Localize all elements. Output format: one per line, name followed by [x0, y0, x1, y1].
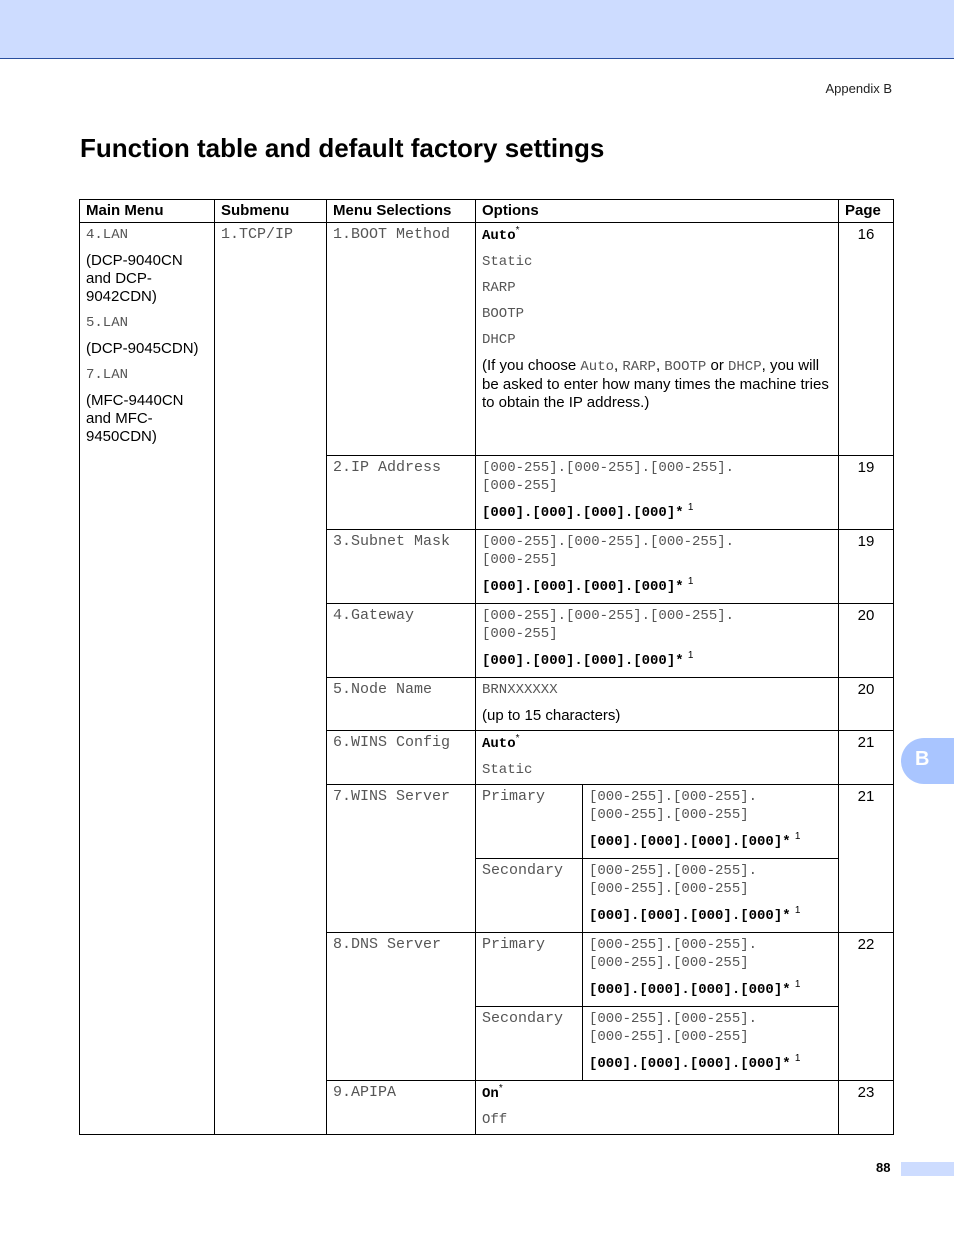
boot-method-note: (If you choose Auto, RARP, BOOTP or DHCP, you will be asked to enter how many times the machine tries to obtain the IP address.) — [482, 357, 829, 411]
default-value: [000].[000].[000].[000]* — [482, 653, 684, 669]
range: [000-255].[000-255].[000-255]. — [482, 460, 735, 476]
node-name-note: (up to 15 characters) — [482, 707, 621, 724]
page-ref: 22 — [839, 933, 894, 1081]
main-menu-model: (MFC-9440CN and MFC-9450CDN) — [86, 392, 184, 445]
dns-primary-label: Primary — [476, 933, 583, 1007]
footnote: 1 — [794, 905, 801, 916]
option: DHCP — [482, 332, 516, 348]
range: [000-255].[000-255].[000-255]. — [482, 534, 735, 550]
default-option: On — [482, 1086, 499, 1102]
page-number: 88 — [876, 1160, 891, 1175]
wins-secondary-label: Secondary — [476, 859, 583, 933]
footnote: 1 — [794, 1053, 801, 1064]
main-menu-model: (DCP-9040CN and DCP-9042CDN) — [86, 252, 183, 305]
options-wins-primary — [583, 785, 839, 859]
selection-subnet-mask: 3.Subnet Mask — [327, 530, 476, 604]
footnote: 1 — [687, 576, 694, 587]
range: [000-255].[000-255] — [589, 1029, 749, 1045]
main-menu-code: 5.LAN — [86, 315, 129, 331]
option: Off — [482, 1112, 508, 1128]
page-title: Function table and default factory settings — [80, 133, 605, 163]
header-submenu: Submenu — [215, 200, 327, 223]
page-ref: 21 — [839, 731, 894, 785]
range: [000-255].[000-255]. — [589, 863, 758, 879]
options-gateway — [476, 604, 839, 678]
options-apipa — [476, 1081, 839, 1135]
side-tab-letter: B — [915, 748, 930, 770]
footnote: 1 — [687, 502, 694, 513]
default-value: [000].[000].[000].[000]* — [589, 982, 791, 998]
main-menu-code: 4.LAN — [86, 227, 129, 243]
appendix-side-tab — [901, 738, 954, 784]
option: RARP — [482, 280, 516, 296]
function-table — [79, 199, 894, 1135]
footnote: 1 — [687, 650, 694, 661]
page-ref: 19 — [839, 530, 894, 604]
default-value: [000].[000].[000].[000]* — [482, 579, 684, 595]
range: [000-255] — [482, 626, 558, 642]
page-ref: 19 — [839, 456, 894, 530]
selection-boot-method: 1.BOOT Method — [327, 223, 476, 456]
main-menu-cell — [80, 223, 215, 1135]
options-ip-address — [476, 456, 839, 530]
selection-wins-config: 6.WINS Config — [327, 731, 476, 785]
options-dns-primary — [583, 933, 839, 1007]
default-star: * — [515, 225, 520, 236]
footnote: 1 — [794, 831, 801, 842]
header-options: Options — [476, 200, 839, 223]
page-ref: 16 — [839, 223, 894, 456]
selection-node-name: 5.Node Name — [327, 678, 476, 731]
options-boot-method — [476, 223, 839, 456]
options-node-name — [476, 678, 839, 731]
selection-dns-server: 8.DNS Server — [327, 933, 476, 1081]
default-value: [000].[000].[000].[000]* — [589, 1056, 791, 1072]
range: [000-255].[000-255].[000-255]. — [482, 608, 735, 624]
footnote: 1 — [794, 979, 801, 990]
options-dns-secondary — [583, 1007, 839, 1081]
node-name-value: BRNXXXXXX — [482, 682, 558, 698]
default-star: * — [498, 1083, 503, 1094]
option: BOOTP — [482, 306, 525, 322]
option: Static — [482, 254, 533, 270]
selection-wins-server: 7.WINS Server — [327, 785, 476, 933]
default-option: Auto — [482, 736, 516, 752]
range: [000-255].[000-255]. — [589, 937, 758, 953]
option: Static — [482, 762, 533, 778]
page-ref: 20 — [839, 604, 894, 678]
selection-gateway: 4.Gateway — [327, 604, 476, 678]
selection-apipa: 9.APIPA — [327, 1081, 476, 1135]
default-star: * — [515, 733, 520, 744]
selection-ip-address: 2.IP Address — [327, 456, 476, 530]
range: [000-255].[000-255]. — [589, 1011, 758, 1027]
default-value: [000].[000].[000].[000]* — [589, 834, 791, 850]
page-ref: 20 — [839, 678, 894, 731]
options-wins-secondary — [583, 859, 839, 933]
wins-primary-label: Primary — [476, 785, 583, 859]
top-band — [0, 0, 954, 59]
submenu-cell: 1.TCP/IP — [215, 223, 327, 1135]
default-option: Auto — [482, 228, 516, 244]
header-page: Page — [839, 200, 894, 223]
range: [000-255].[000-255]. — [589, 789, 758, 805]
header-main-menu: Main Menu — [80, 200, 215, 223]
section-label: Appendix B — [825, 81, 892, 96]
range: [000-255].[000-255] — [589, 881, 749, 897]
options-subnet-mask — [476, 530, 839, 604]
page-ref: 21 — [839, 785, 894, 933]
dns-secondary-label: Secondary — [476, 1007, 583, 1081]
range: [000-255] — [482, 552, 558, 568]
default-value: [000].[000].[000].[000]* — [589, 908, 791, 924]
range: [000-255].[000-255] — [589, 807, 749, 823]
table-header-row — [80, 200, 894, 223]
header-menu-selections: Menu Selections — [327, 200, 476, 223]
bottom-bar — [901, 1162, 954, 1176]
options-wins-config — [476, 731, 839, 785]
range: [000-255].[000-255] — [589, 955, 749, 971]
table-row — [80, 223, 894, 456]
range: [000-255] — [482, 478, 558, 494]
main-menu-code: 7.LAN — [86, 367, 129, 383]
default-value: [000].[000].[000].[000]* — [482, 505, 684, 521]
main-menu-model: (DCP-9045CDN) — [86, 340, 199, 357]
page-ref: 23 — [839, 1081, 894, 1135]
